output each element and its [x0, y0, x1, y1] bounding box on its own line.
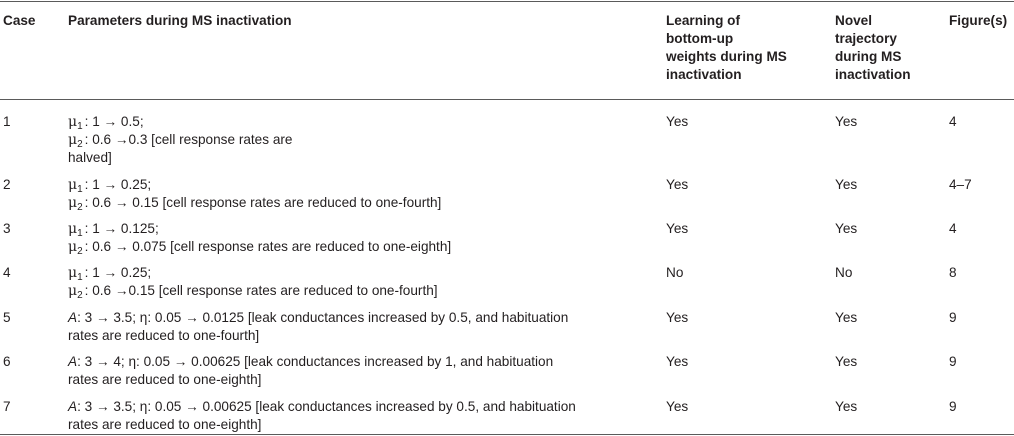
param-line: [68, 194, 441, 212]
mu-symbol: μ: [68, 132, 78, 148]
param-line: [68, 416, 576, 434]
param-line: [68, 264, 438, 282]
param-text: rates are reduced to one-eighth]: [68, 417, 262, 432]
row-6-novel: Yes: [835, 354, 858, 369]
param-text: : 1 → 0.125;: [84, 221, 159, 236]
subscript: 1: [77, 184, 83, 195]
row-4-parameters: [68, 264, 438, 300]
mu-symbol: μ: [68, 177, 78, 193]
subscript: 1: [77, 121, 83, 132]
row-6-case: 6: [3, 354, 11, 369]
header-novel-line: inactivation: [835, 67, 911, 82]
param-text: : 0.6 →0.3 [cell response rates are: [84, 132, 293, 147]
row-3-case: 3: [3, 221, 11, 236]
row-3-novel: Yes: [835, 221, 858, 236]
row-2-parameters: [68, 176, 441, 212]
header-learning-line: bottom-up: [666, 31, 734, 46]
subscript: 1: [77, 228, 83, 239]
row-1-novel: Yes: [835, 114, 858, 129]
param-text: : 0.6 →0.15 [cell response rates are reduced to one-fourth]: [84, 283, 438, 298]
row-5-novel: Yes: [835, 310, 858, 325]
param-text: : 1 → 0.25;: [84, 177, 152, 192]
header-parameters: Parameters during MS inactivation: [68, 13, 292, 28]
param-line: [68, 220, 451, 238]
param-line: [68, 309, 568, 327]
row-3-parameters: [68, 220, 451, 256]
subscript: 2: [77, 202, 83, 213]
row-3-figures: 4: [949, 221, 957, 236]
row-4-novel: No: [835, 265, 853, 280]
row-7-learning: Yes: [666, 399, 689, 414]
row-1-learning: Yes: [666, 114, 689, 129]
param-line: [68, 353, 553, 371]
row-2-learning: Yes: [666, 177, 689, 192]
row-3-learning: Yes: [666, 221, 689, 236]
header-learning-line: inactivation: [666, 67, 742, 82]
param-text: : 0.6 → 0.075 [cell response rates are reduced to one-eighth]: [84, 239, 452, 254]
param-line: [68, 113, 292, 131]
subscript: 2: [77, 139, 83, 150]
row-2-figures: 4–7: [949, 177, 972, 192]
row-4-figures: 8: [949, 265, 957, 280]
param-line: [68, 176, 441, 194]
param-line: [68, 371, 553, 389]
table-bottom-rule: [0, 434, 1014, 435]
subscript: 2: [77, 246, 83, 257]
param-line: [68, 282, 438, 300]
row-5-parameters: [68, 309, 568, 345]
row-7-figures: 9: [949, 399, 957, 414]
header-case: Case: [3, 13, 36, 28]
header-novel-trajectory: [835, 12, 911, 84]
table-top-rule: [0, 1, 1014, 2]
header-novel-line: during MS: [835, 49, 902, 64]
row-7-novel: Yes: [835, 399, 858, 414]
param-text: : 0.6 → 0.15 [cell response rates are reduced to one-fourth]: [84, 195, 442, 210]
param-text: : 3 → 3.5; η: 0.05 → 0.0125 [leak conductances increased by 0.5, and habituation: [77, 310, 569, 325]
param-text: : 1 → 0.5;: [84, 114, 144, 129]
param-text: : 3 → 4; η: 0.05 → 0.00625 [leak conductances increased by 1, and habituation: [77, 354, 554, 369]
param-symbol-a: A: [68, 354, 78, 369]
mu-symbol: μ: [68, 265, 78, 281]
row-2-case: 2: [3, 177, 11, 192]
subscript: 1: [77, 272, 83, 283]
mu-symbol: μ: [68, 283, 78, 299]
param-text: rates are reduced to one-eighth]: [68, 372, 262, 387]
header-figures: Figure(s): [949, 13, 1008, 28]
param-text: rates are reduced to one-fourth]: [68, 328, 260, 343]
param-line: [68, 131, 292, 149]
row-6-parameters: [68, 353, 553, 389]
header-learning-line: weights during MS: [666, 49, 787, 64]
row-1-case: 1: [3, 114, 11, 129]
mu-symbol: μ: [68, 195, 78, 211]
row-6-figures: 9: [949, 354, 957, 369]
row-4-learning: No: [666, 265, 684, 280]
row-6-learning: Yes: [666, 354, 689, 369]
param-text: halved]: [68, 150, 112, 165]
row-7-parameters: [68, 398, 576, 434]
param-symbol-a: A: [68, 310, 78, 325]
row-5-figures: 9: [949, 310, 957, 325]
row-4-case: 4: [3, 265, 11, 280]
subscript: 2: [77, 290, 83, 301]
row-5-learning: Yes: [666, 310, 689, 325]
row-7-case: 7: [3, 399, 11, 414]
param-symbol-a: A: [68, 399, 78, 414]
row-1-parameters: [68, 113, 292, 167]
row-1-figures: 4: [949, 114, 957, 129]
param-text: : 1 → 0.25;: [84, 265, 152, 280]
param-text: : 3 → 3.5; η: 0.05 → 0.00625 [leak conductances increased by 0.5, and habituation: [77, 399, 576, 414]
mu-symbol: μ: [68, 221, 78, 237]
row-5-case: 5: [3, 310, 11, 325]
param-line: [68, 238, 451, 256]
param-line: [68, 327, 568, 345]
param-line: [68, 149, 292, 167]
header-learning-line: Learning of: [666, 13, 741, 28]
mu-symbol: μ: [68, 114, 78, 130]
param-line: [68, 398, 576, 416]
header-learning: [666, 12, 787, 84]
header-novel-line: Novel: [835, 13, 873, 28]
header-novel-line: trajectory: [835, 31, 897, 46]
header-bottom-rule: [0, 99, 1014, 100]
mu-symbol: μ: [68, 239, 78, 255]
row-2-novel: Yes: [835, 177, 858, 192]
